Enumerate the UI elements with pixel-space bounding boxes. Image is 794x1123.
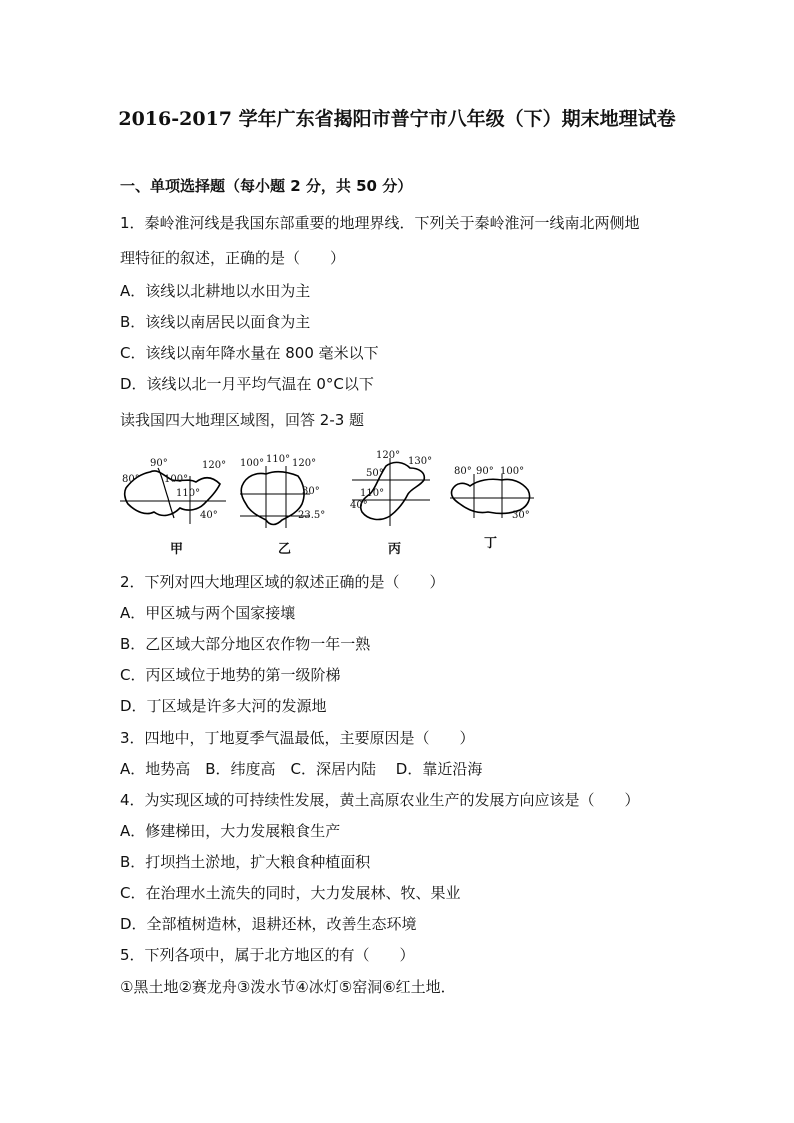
q1-option-b: B．该线以南居民以面食为主: [120, 313, 311, 331]
read-intro: 读我国四大地理区域图，回答 2-3 题: [120, 411, 365, 429]
q1-stem-line1: 1．秦岭淮河线是我国东部重要的地理界线．下列关于秦岭淮河一线南北两侧地: [120, 214, 640, 232]
map-jia-deg-1: 90°: [150, 458, 168, 469]
map-bing: [346, 446, 442, 558]
map-ding-deg-4: 30°: [512, 510, 530, 521]
map-ding: [448, 446, 538, 558]
map-yi-deg-5: 23.5°: [298, 510, 326, 521]
map-jia-deg-3: 80°: [122, 474, 140, 485]
map-ding-deg-3: 100°: [500, 466, 525, 477]
q4-stem: 4．为实现区域的可持续性发展，黄土高原农业生产的发展方向应该是（ ）: [120, 791, 640, 809]
map-bing-deg-1: 120°: [376, 450, 401, 461]
q2-stem: 2．下列对四大地理区域的叙述正确的是（ ）: [120, 573, 445, 591]
q4-option-a: A．修建梯田，大力发展粮食生产: [120, 822, 341, 840]
map-jia-label: 甲: [170, 542, 184, 557]
exam-title: 2016-2017 学年广东省揭阳市普宁市八年级（下）期末地理试卷: [118, 108, 676, 130]
q2-option-d: D．丁区域是许多大河的发源地: [120, 697, 327, 715]
map-bing-label: 丙: [388, 542, 402, 557]
map-ding-deg-1: 80°: [454, 466, 472, 477]
map-jia-deg-5: 110°: [176, 488, 201, 499]
q3-options: A．地势高 B．纬度高 C．深居内陆 D．靠近沿海: [120, 760, 483, 778]
map-bing-deg-4: 110°: [360, 488, 385, 499]
map-jia-deg-6: 40°: [200, 510, 218, 521]
map-yi: [236, 446, 336, 558]
q5-stem: 5．下列各项中，属于北方地区的有（ ）: [120, 946, 415, 964]
map-jia: [118, 446, 228, 558]
map-bing-deg-5: 40°: [350, 500, 368, 511]
q3-stem: 3．四地中，丁地夏季气温最低，主要原因是（ ）: [120, 729, 475, 747]
map-ding-label: 丁: [484, 536, 498, 551]
map-yi-deg-4: 30°: [302, 486, 320, 497]
q4-option-d: D．全部植树造林，退耕还林，改善生态环境: [120, 915, 417, 933]
q1-stem-line2: 理特征的叙述，正确的是（ ）: [120, 249, 346, 267]
map-ding-deg-2: 90°: [476, 466, 494, 477]
map-bing-deg-2: 130°: [408, 456, 433, 467]
q2-option-c: C．丙区域位于地势的第一级阶梯: [120, 666, 341, 684]
q4-option-b: B．打坝挡土淤地，扩大粮食种植面积: [120, 853, 371, 871]
map-yi-deg-3: 120°: [292, 458, 317, 469]
map-jia-deg-2: 120°: [202, 460, 227, 471]
q5-items: ①黑土地②赛龙舟③泼水节④冰灯⑤窑洞⑥红土地．: [120, 978, 456, 996]
map-ding-outline: [448, 446, 538, 536]
q1-option-d: D．该线以北一月平均气温在 0°C以下: [120, 375, 374, 393]
map-jia-deg-4: 100°: [164, 474, 189, 485]
q1-option-c: C．该线以南年降水量在 800 毫米以下: [120, 344, 379, 362]
q1-option-a: A．该线以北耕地以水田为主: [120, 282, 311, 300]
q2-option-b: B．乙区域大部分地区农作物一年一熟: [120, 635, 371, 653]
q2-option-a: A．甲区城与两个国家接壤: [120, 604, 296, 622]
map-yi-deg-2: 110°: [266, 454, 291, 465]
q4-option-c: C．在治理水土流失的同时，大力发展林、牧、果业: [120, 884, 461, 902]
region-maps-figure: [118, 446, 538, 558]
section-heading: 一、单项选择题（每小题 2 分，共 50 分）: [120, 177, 413, 195]
map-yi-deg-1: 100°: [240, 458, 265, 469]
map-bing-deg-3: 50°: [366, 468, 384, 479]
map-yi-label: 乙: [278, 542, 292, 557]
